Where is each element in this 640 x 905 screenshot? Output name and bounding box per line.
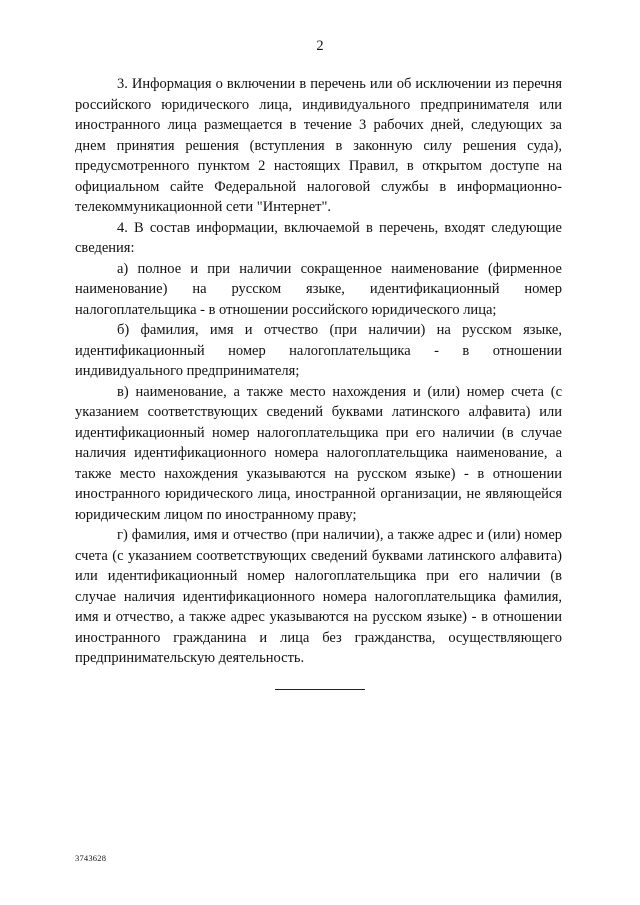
paragraph-4-composition: 4. В состав информации, включаемой в перечень, входят следующие сведения: xyxy=(75,219,562,256)
document-code: 3743628 xyxy=(75,853,107,863)
subitem-a-russian-legal-entity: а) полное и при наличии сокращенное наименование (фирменное наименование) на русском языке, идентификационный номер налогоплательщика - в отношении российского юридического лица; xyxy=(75,260,562,318)
paragraph-3-publication: 3. Информация о включении в перечень или об исключении из перечня российского юридического лица, индивидуального предпринимателя или иностранного лица размещается в течение 3 рабочих дней, следующих за днем принятия решения (вступления в законную силу решения суда), предусмотренного пунктом 2 настоящих Правил, в открытом доступе на официальном сайте Федеральной налоговой службы в информационно-телекоммуникационной сети "Интернет". xyxy=(75,76,562,215)
page-number: 2 xyxy=(316,38,324,54)
document-body xyxy=(75,74,562,669)
subitem-g-foreign-citizen: г) фамилия, имя и отчество (при наличии), а также адрес и (или) номер счета (с указанием соответствующих сведений буквами латинского алфавита) или идентификационный номер налогоплательщика при его наличии (в случае наличия идентификационного номера налогоплательщика фамилия, имя и отчество, а также адрес указываются на русском языке) - в отношении иностранного гражданина и лица без гражданства, осуществляющего предпринимательскую деятельность. xyxy=(75,527,562,666)
end-divider xyxy=(275,689,365,690)
subitem-b-individual-entrepreneur: б) фамилия, имя и отчество (при наличии) на русском языке, идентификационный номер налогоплательщика - в отношении индивидуального предпринимателя; xyxy=(75,322,562,379)
subitem-v-foreign-legal-entity: в) наименование, а также место нахождения и (или) номер счета (с указанием соответствующих сведений буквами латинского алфавита) или идентификационный номер налогоплательщика при его наличии (в случае наличия идентификационного номера налогоплательщика наименование, а также место нахождения указываются на русском языке) - в отношении иностранного юридического лица, иностранной организации, не являющейся юридическим лицом по иностранному праву; xyxy=(75,383,562,523)
